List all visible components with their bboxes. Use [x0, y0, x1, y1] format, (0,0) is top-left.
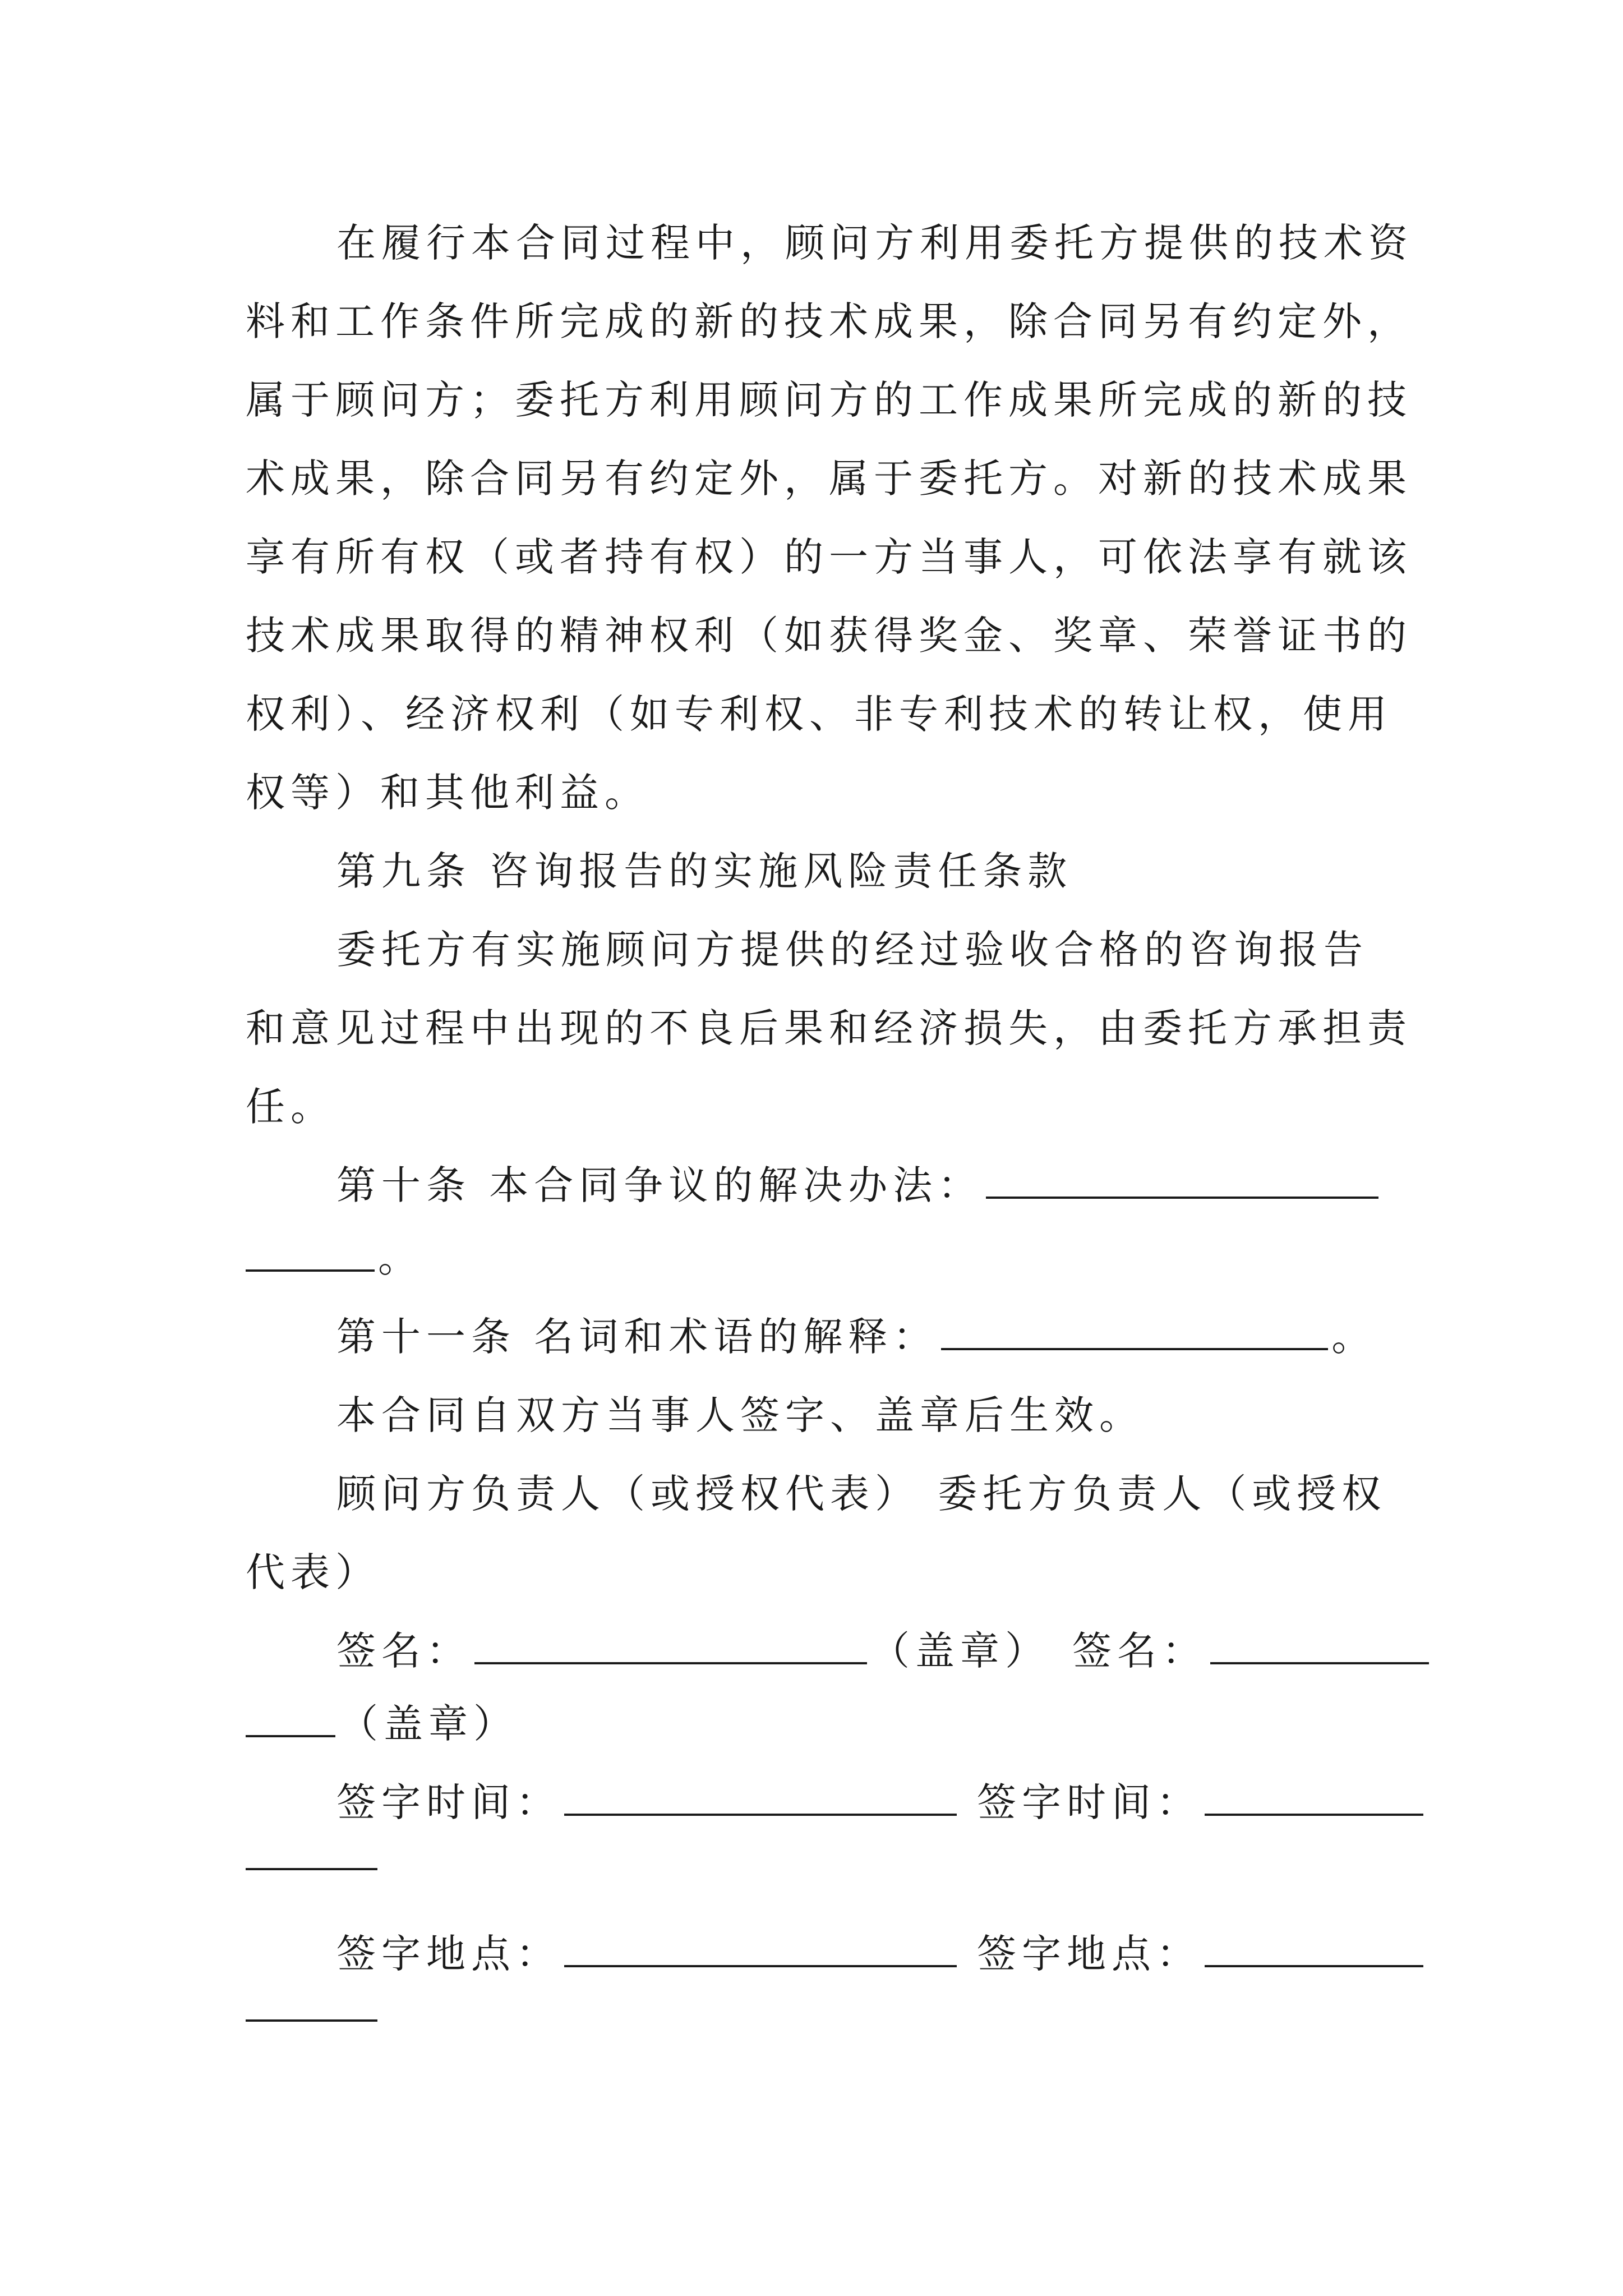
article-10-continuation [246, 1230, 423, 1286]
effective-clause: 本合同自双方当事人签字、盖章后生效。 [336, 1392, 1144, 1438]
article-9-line: 委托方有实施顾问方提供的经过验收合格的咨询报告 [336, 927, 1368, 973]
article-11-label: 第十一条 名词和术语的解释： [336, 1314, 938, 1360]
paragraph-line: 属于顾问方；委托方利用顾问方的工作成果所完成的新的技 [246, 377, 1412, 423]
sign-name-label-2: 签名： [1072, 1628, 1207, 1674]
seal-label-2: （盖章） [339, 1701, 518, 1747]
sign-place-label-2: 签字地点： [977, 1931, 1201, 1977]
article-9-line: 任。 [246, 1084, 335, 1130]
article-10-label: 第十条 本合同争议的解决办法： [336, 1162, 983, 1208]
signature-name-continuation [246, 1696, 518, 1752]
paragraph-line: 权利）、经济权利（如专利权、非专利技术的转让权，使用 [246, 691, 1393, 737]
paragraph-line: 享有所有权（或者持有权）的一方当事人，可依法享有就该 [246, 534, 1412, 580]
dispute-resolution-blank[interactable] [986, 1161, 1378, 1199]
article-10-end: 。 [378, 1235, 423, 1281]
client-signature-blank[interactable] [1210, 1626, 1429, 1664]
consultant-time-blank[interactable] [564, 1778, 957, 1816]
sign-time-label: 签字时间： [336, 1779, 561, 1825]
article-11-line [336, 1309, 1376, 1365]
client-time-blank-cont[interactable] [246, 1868, 377, 1870]
paragraph-line: 技术成果取得的精神权利（如获得奖金、奖章、荣誉证书的 [246, 613, 1412, 659]
client-time-blank[interactable] [1205, 1778, 1423, 1816]
paragraph-line: 术成果，除合同另有约定外，属于委托方。对新的技术成果 [246, 455, 1412, 501]
dispute-resolution-blank-cont[interactable] [246, 1234, 375, 1272]
signature-name-line [336, 1623, 1429, 1679]
terms-definition-blank[interactable] [941, 1312, 1328, 1350]
paragraph-line: 料和工作条件所完成的新的技术成果，除合同另有约定外， [246, 298, 1412, 344]
signers-line: 顾问方负责人（或授权代表） 委托方负责人（或授权 [336, 1471, 1387, 1517]
sign-name-label: 签名： [336, 1628, 471, 1674]
consultant-place-blank[interactable] [564, 1929, 957, 1967]
paragraph-line: 在履行本合同过程中，顾问方利用委托方提供的技术资 [336, 220, 1413, 266]
client-signature-blank-cont[interactable] [246, 1699, 335, 1737]
seal-label: （盖章） [870, 1628, 1050, 1674]
client-place-blank[interactable] [1205, 1929, 1423, 1967]
article-9-title: 第九条 咨询报告的实施风险责任条款 [336, 848, 1073, 894]
article-9-line: 和意见过程中出现的不良后果和经济损失，由委托方承担责 [246, 1005, 1412, 1051]
consultant-signature-blank[interactable] [474, 1626, 867, 1664]
sign-place-label: 签字地点： [336, 1931, 561, 1977]
sign-time-label-2: 签字时间： [977, 1779, 1201, 1825]
signature-time-line [336, 1774, 1423, 1830]
signers-line-cont: 代表） [246, 1549, 380, 1595]
client-place-blank-cont[interactable] [246, 2019, 377, 2022]
article-10-line [336, 1157, 1382, 1213]
article-11-end: 。 [1331, 1314, 1377, 1360]
signature-place-line [336, 1926, 1423, 1982]
paragraph-line: 权等）和其他利益。 [246, 770, 649, 816]
